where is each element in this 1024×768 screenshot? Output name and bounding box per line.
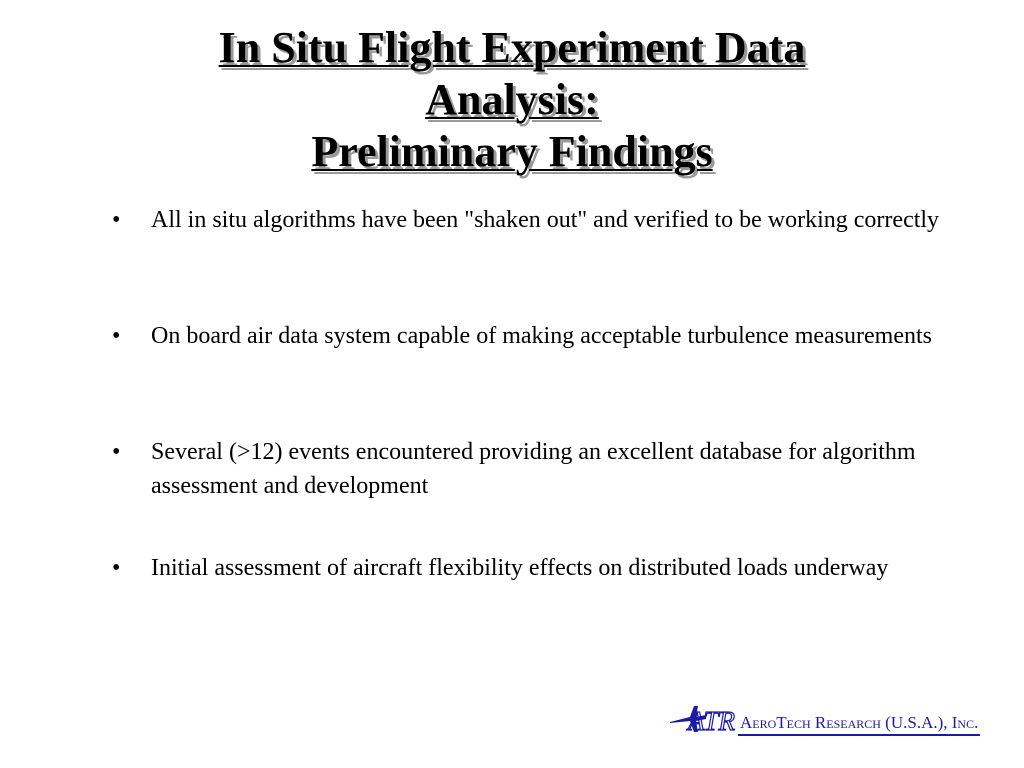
bullet-text: Several (>12) events encountered providing an excellent database for algorithm assessment and development: [151, 439, 916, 499]
title-line-2: Analysis:: [425, 75, 599, 124]
title-line-1: In Situ Flight Experiment Data: [218, 23, 806, 72]
atr-logo-icon: [668, 700, 744, 736]
bullet-marker: •: [112, 555, 121, 581]
bullet-item: [112, 435, 952, 503]
bullet-marker: •: [112, 439, 121, 465]
bullet-item: [112, 203, 952, 237]
slide-title: [0, 22, 1024, 178]
bullet-text: On board air data system capable of making acceptable turbulence measurements: [151, 323, 933, 349]
company-logo: [668, 700, 980, 736]
bullet-text: All in situ algorithms have been "shaken out" and verified to be working correctly: [151, 207, 940, 233]
bullet-item: [112, 319, 952, 353]
bullet-marker: •: [112, 323, 121, 349]
title-line-3: Preliminary Findings: [311, 127, 713, 176]
bullet-marker: •: [112, 207, 121, 233]
company-name: AeroTech Research (U.S.A.), Inc.: [738, 713, 980, 736]
bullet-text: Initial assessment of aircraft flexibility effects on distributed loads underway: [151, 555, 889, 581]
logo-mark-text: ATR: [688, 706, 735, 736]
bullet-item: [112, 551, 952, 585]
